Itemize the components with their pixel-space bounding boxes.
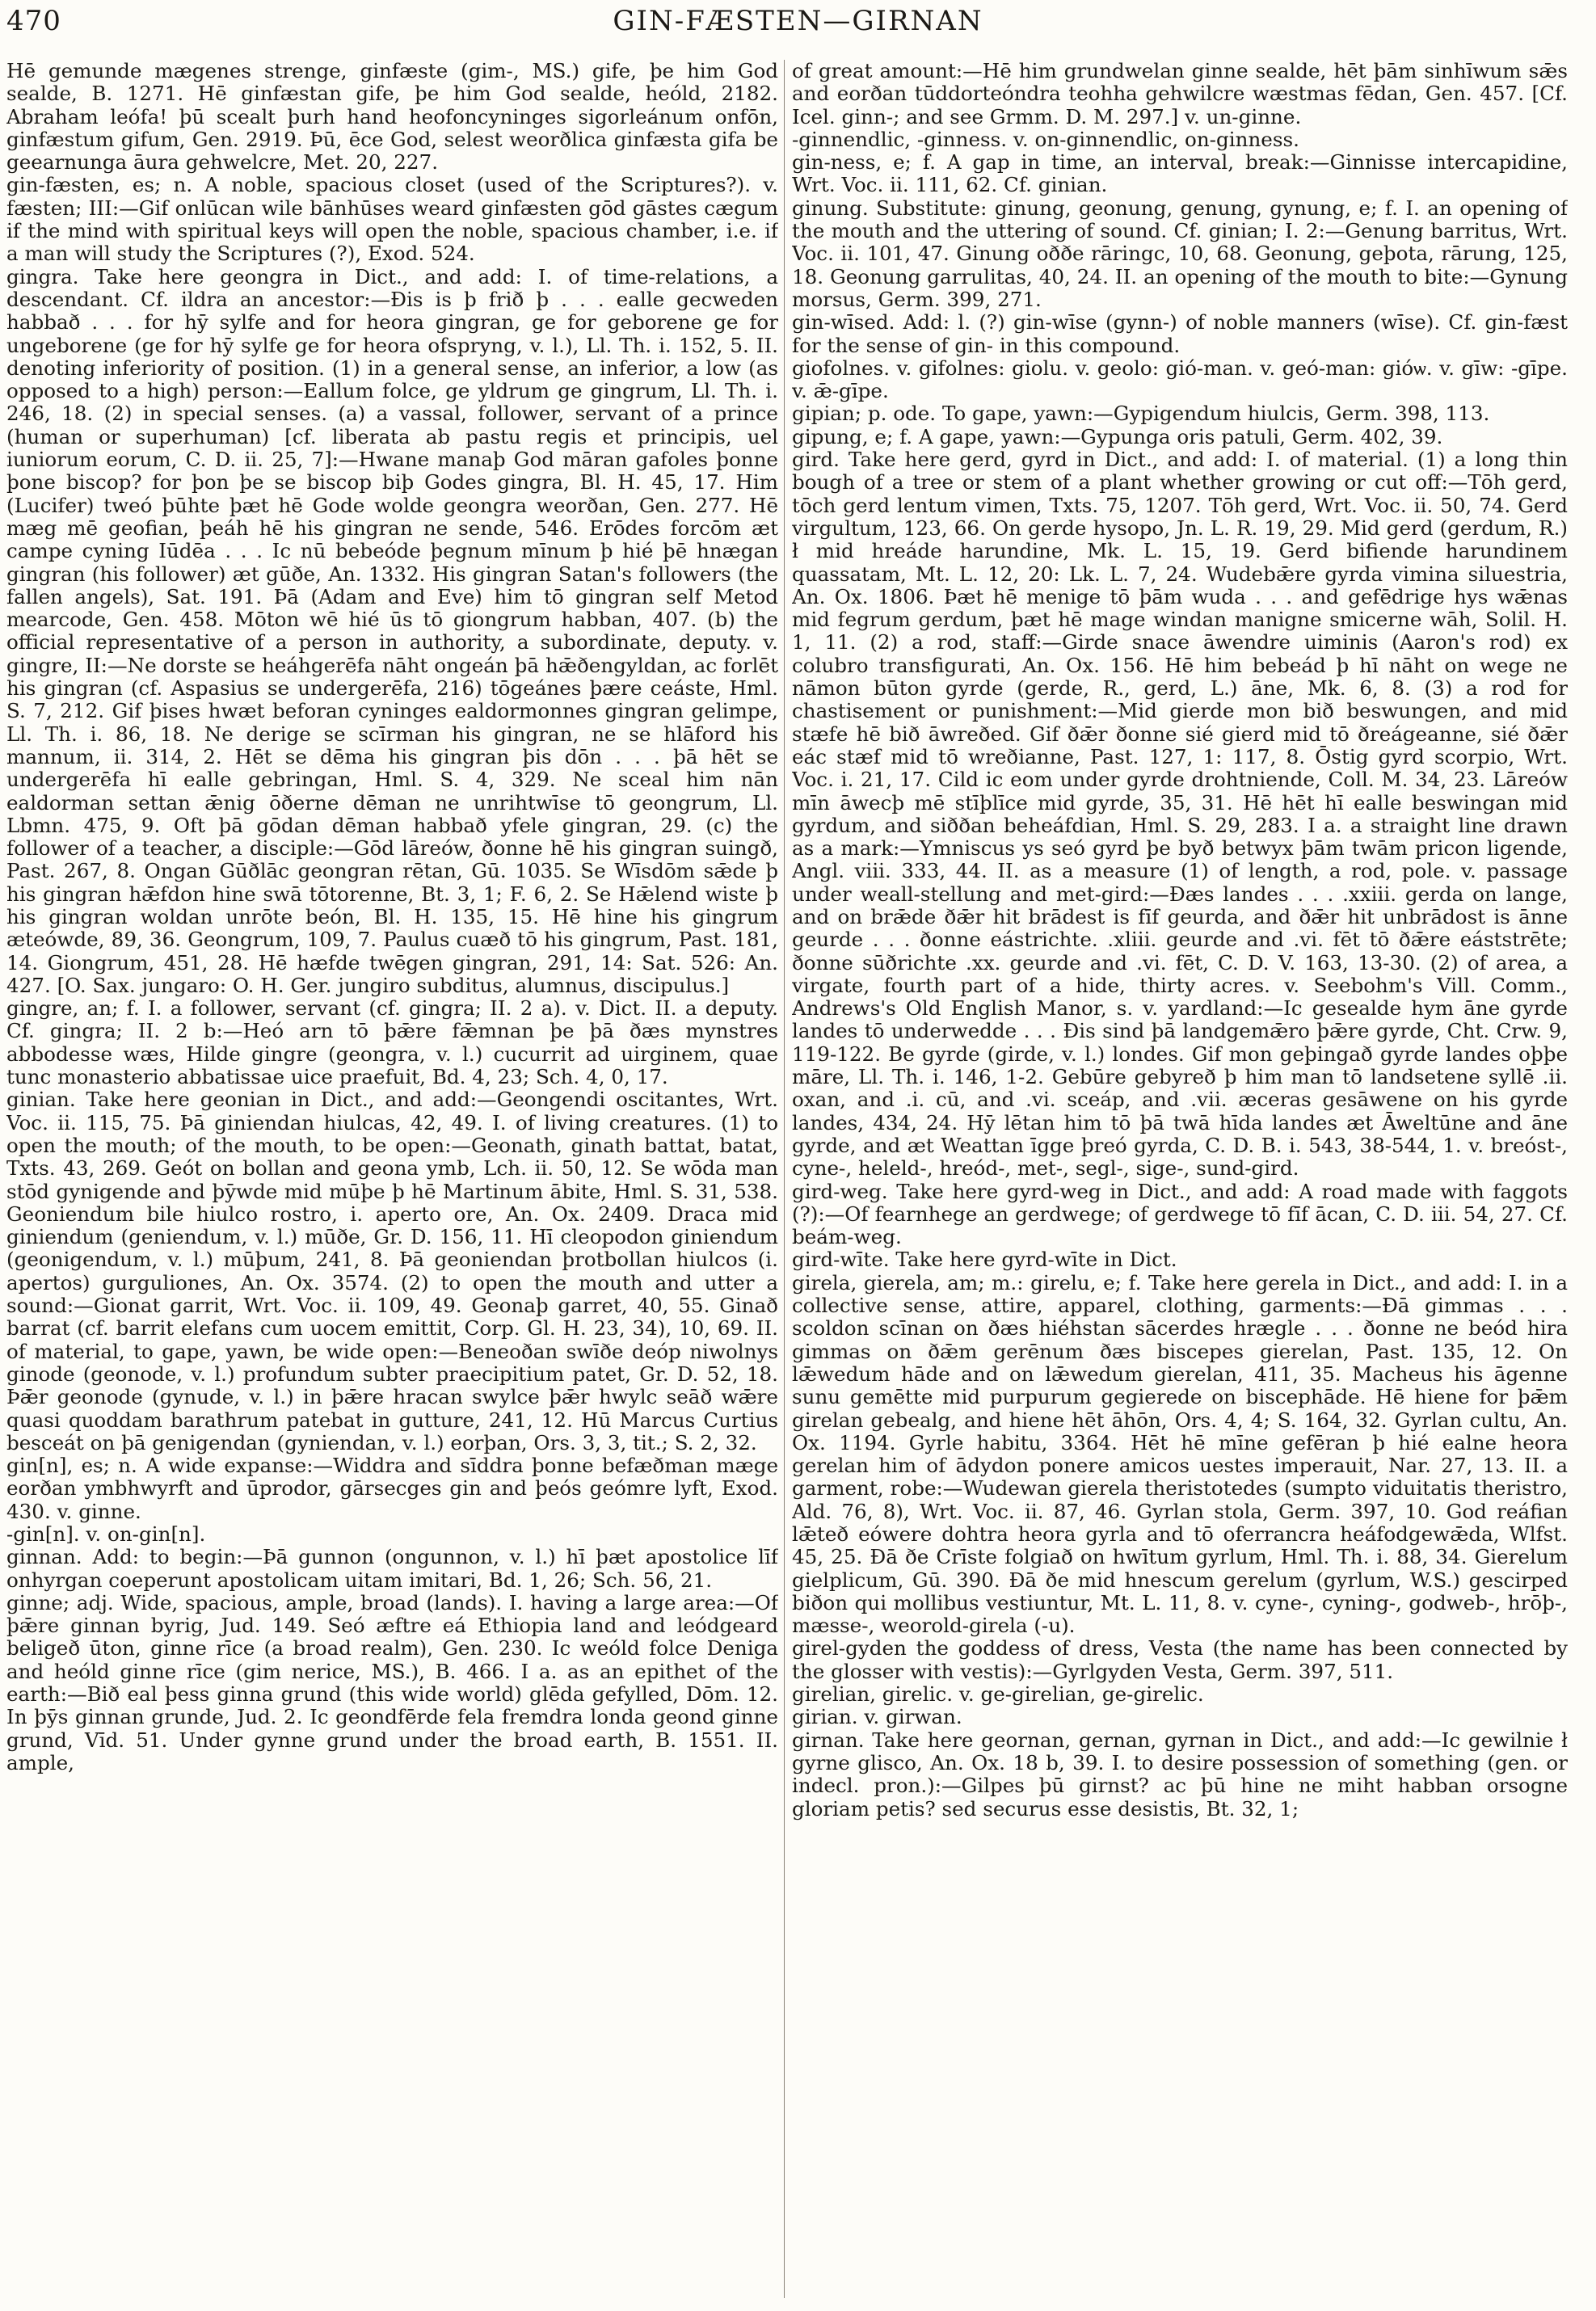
entry-gin-ness: gin-ness, e; f. A gap in time, an interval, break:—Ginnisse intercapidine, Wrt. Voc. ii. 111, 62. Cf. ginian. bbox=[792, 150, 1568, 197]
entry-gird-weg: gird-weg. Take here gyrd-weg in Dict., and add: A road made with faggots (?):—Of fearnhege an gerdwege; of gerdwege tō fīf ācan, C. D. iii. 54, 27. Cf. beám-weg. bbox=[792, 1179, 1568, 1249]
entry-girel-gyden: girel-gyden the goddess of dress, Vesta (the name has been connected by the glosser with vestis):—Gyrlgyden Vesta, Germ. 397, 511. bbox=[792, 1636, 1568, 1683]
entry-giofolnes: giofolnes. v. gifolnes: giolu. v. geolo: gió-man. v. geó-man: gióѡ. v. gīw: -gīpe. v. ǣ-gīpe. bbox=[792, 356, 1568, 403]
entry-gin-n-suffix: -gin[n]. v. on-gin[n]. bbox=[6, 1522, 206, 1546]
entry-gin-faesten: gin-fæsten, es; n. A noble, spacious closet (used of the Scriptures?). v. fæsten; III:—Gif onlūcan wile bānhūses weard ginfæsten gōd gāstes cægum if the mind with spiritual keys will open the noble, spacious chamber, i.e. if a man will study the Scriptures (?), Exod. 524. bbox=[6, 173, 778, 266]
entry-ginne-continued: of great amount:—Hē him grundwelan ginne sealde, hēt þām sinhīwum sǣs and eorðan tūddorteóndra teohha gehwilcre wæstmas fēdan, Gen. 457. [Cf. Icel. ginn-; and see Grmm. D. M. 297.] v. un-ginne. bbox=[792, 60, 1568, 128]
entry-gipung: gipung, e; f. A gape, yawn:—Gypunga oris patuli, Germ. 402, 39. bbox=[792, 424, 1443, 448]
entry-girelian: girelian, girelic. v. ge-girelian, ge-girelic. bbox=[792, 1682, 1204, 1707]
right-column bbox=[792, 60, 1568, 2298]
entry-gin-n: gin[n], es; n. A wide expanse:—Widdra and sīddra þonne befæðman mæge eorðan ymbhwyrft and ūprodor, gārsecges gin and þeós geómre lyft, Exod. 430. v. ginne. bbox=[6, 1454, 778, 1523]
entry-gingra: gingra. Take here geongra in Dict., and add: I. of time-relations, a descendant. Cf. ildra an ancestor:—Ðis is þ frið þ . . . ealle gecweden habbað . . . for hȳ sylfe and for heora gingran, ge for geborene ge for ungeborene (ge for hȳ sylfe ge for heora ofspryng, v. l.), Ll. Th. i. 152, 5. II. denoting inferiority of position. (1) in a general sense, an inferior, a low (as opposed to a high) person:—Eallum folce, ge yldrum ge gingrum, Ll. Th. i. 246, 18. (2) in special senses. (a) a vassal, follower, servant of a prince (human or superhuman) [cf. liberata ab pastu regis et principis, uel iuniorum eorum, C. D. ii. 25, 7]:—Hwane manaþ God māran gafoles þonne þone biscop? for þon þe se biscop biþ Godes gingra, Bl. H. 45, 17. Him (Lucifer) tweó þūhte þæt hē Gode wolde geongra weorðan, Gen. 277. Hē mæg mē geofian, þeáh hē his gingran ne sende, 546. Erōdes forcōm æt campe cyning Iūdēa . . . Ic nū bebeóde þegnum mīnum þ hié þē hnægan gingran (his follower) æt gūðe, An. 1332. His gingran Satan's followers (the fallen angels), Sat. 191. Þā (Adam and Eve) him tō gingran self Metod mearcode, Gen. 458. Mōton wē hié ūs tō giongrum habban, 407. (b) the official representative of a person in authority, a subordinate, deputy. v. gingre, II:—Ne dorste se heáhgerēfa nāht ongeán þā hǣðengyldan, ac forlēt his gingran (cf. Aspasius se undergerēfa, 216) tōgeánes þære ceáste, Hml. S. 7, 212. Gif þises hwæt beforan cyninges ealdormonnes gingran gelimpe, Ll. Th. i. 86, 18. Ne derige se scīrman his gingran, ne se hlāford his mannum, ii. 314, 2. Hēt se dēma his gingran þis dōn . . . þā hēt se undergerēfa hī ealle gebringan, Hml. S. 4, 329. Ne sceal him nān ealdorman settan ǣnig ōðerne dēman ne unrihtwīse tō geongrum, Ll. Lbmn. 475, 9. Oft þā gōdan dēman habbað yfele gingran, 29. (c) the follower of a teacher, a disciple:—Gōd lāreów, ðonne hē his gingran suingð, Past. 267, 8. Ongan Gūðlāc geongran rētan, Gū. 1035. Se Wīsdōm sǣde þ his gingran hǣfdon hine swā tōtorenne, Bt. 3, 1; F. 6, 2. Se Hǣlend wiste þ his gingran woldan unrōte beón, Bl. H. 135, 15. Hē hine his gingrum ætеówde, 89, 36. Geongrum, 109, 7. Paulus cuæð tō his gingrum, Past. 181, 14. Giongrum, 451, 28. Hē hæfde twēgen gingran, 291, 14: Sat. 526: An. 427. [O. Sax. jungaro: O. H. Ger. jungiro subditus, alumnus, discipulus.] bbox=[6, 264, 778, 997]
entry-gipian: gipian; p. ode. To gape, yawn:—Gypigendum hiulcis, Germ. 398, 113. bbox=[792, 402, 1490, 426]
running-head: GIN-FÆSTEN—GIRNAN bbox=[613, 5, 983, 37]
entry-gird: gird. Take here gerd, gyrd in Dict., and add: I. of material. (1) a long thin bough of a tree or stem of a plant whether growing or cut off:—Tōh gerd, tōch gerd lentum vimen, Txts. 75, 1207. Tōh gerd, Wrt. Voc. ii. 50, 74. Gerd virgultum, 123, 66. On gerde hysopo, Jn. L. R. 19, 29. Mid gerd (gerdum, R.) ł mid hreáde harundine, Mk. L. 15, 19. Gerd bifiende harundinem quassatam, Mt. L. 12, 20: Lk. L. 7, 24. Wudebǣre gyrda vimina siluestria, An. Ox. 1806. Þæt hē menige tō þām wuda . . . and gefēdrige hys wǣnas mid fegrum gerdum, þæt hē mage windan manigne smicerne wāh, Solil. H. 1, 11. (2) a rod, staff:—Girde snace āwendre uiminis (Aaron's rod) ex colubro transfigurati, An. Ox. 156. Hē him bebeád þ hī nāht on wege ne nāmon būton gyrde (gerde, R., gerd, L.) āne, Mk. 6, 8. (3) a rod for chastisement or punishment:—Mid gierde mon bið beswungen, and mid stæfe hē bið āwreðed. Gif ðǣr ðonne sié gierd mid tō ðreágeanne, sié ðǣr eác stæf mid tō wreðianne, Past. 127, 1: 117, 8. Ōstig gyrd scorpio, Wrt. Voc. i. 21, 17. Cild ic eom under gyrde drohtniende, Coll. M. 34, 23. Lāreów mīn āwecþ mē stīþlīce mid gyrde, 35, 31. Hē hēt hī ealle beswingan mid gyrdum, and siððan beheáfdian, Hml. S. 29, 283. I a. a straight line drawn as a mark:—Ymniscus ys seó gyrd þe byð betwyx þām twām pricon ligende, Angl. viii. 333, 44. II. as a measure (1) of length, a rod, pole. v. passage under weall-stellung and met-gird:—Ðæs landes . . . .xxiii. gerda on lange, and on brǣde ðǣr hit brādest is fīf geurda, and ðǣr hit unbrādost is ānne geurde . . . ðonne eástrichte. .xliii. geurde and .vi. fēt tō ðǣre eáststrēte; ðonne sūðrichte .xx. geurde and .vi. fēt, C. D. V. 163, 13-30. (2) of area, a virgate, fourth part of a hide, thirty acres. v. Seebohm's Vill. Comm., Andrews's Old English Manor, s. v. yardland:—Ic gesealde hym āne gyrde landes tō underwedde . . . Ðis sind þā landgemǣro þǣre gyrde, Cht. Crw. 9, 119-122. Be gyrde (girde, v. l.) londes. Gif mon geþingað gyrde landes oþþe māre, Ll. Th. i. 146, 1-2. Gebūre gebyreð þ him man tō landsetene syllē .ii. oxan, and .i. cū, and .vi. sceáp, and .vii. æceras gesāwene on his gyrde landes, 434, 24. Hȳ lētan him tō þā twā hīda landes æt Āweltūne and āne gyrde, and æt Weattan īgge þreó gyrda, C. D. B. i. 543, 38-544, 1. v. breóst-, cyne-, heleld-, hreód-, met-, segl-, sige-, sund-gird. bbox=[792, 448, 1568, 1181]
entry-girnan: girnan. Take here geornan, gernan, gyrnan in Dict., and add:—Ic gewilnie ł gyrne glisco, An. Ox. 18 b, 39. I. to desire possession of something (gen. or indecl. pron.):—Gilpes þū girnst? ac þū hine ne miht habban orsogne gloriam petis? sed securus esse desistis, Bt. 32, 1; bbox=[792, 1728, 1568, 1821]
entry-ginnendlic: -ginnendlic, -ginness. v. on-ginnendlic, on-ginness. bbox=[792, 127, 1299, 151]
entry-ginian: ginian. Take here geonian in Dict., and add:—Geongendi oscitantes, Wrt. Voc. ii. 115, 75. Þā giniendan hiulcas, 42, 49. I. of living creatures. (1) to open the mouth; of the mouth, to be open:—Geonath, ginath battat, batat, Txts. 43, 269. Geót on bollan and geona ymb, Lch. ii. 50, 12. Se wōda man stōd gynigende and þȳwde mid mūþe þ hē Martinum ābite, Hml. S. 31, 538. Geoniendum bile hiulco rostro, i. aperto ore, An. Ox. 2409. Draca mid giniendum (geniendum, v. l.) mūðe, Gr. D. 156, 11. Hī cleopodon giniendum (geonigendum, v. l.) mūþum, 241, 8. Þā geoniendan þrotbollan hiulcos (i. apertos) gurguliones, An. Ox. 3574. (2) to open the mouth and utter a sound:—Gionat garrit, Wrt. Voc. ii. 109, 49. Geonaþ garret, 40, 55. Ginað barrat (cf. barrit elefans cum uocem emittit, Corp. Gl. H. 23, 34), 10, 69. II. of material, to gape, yawn, be wide open:—Beneoðan swīðe deóp niwolnys ginode (geonode, v. l.) profundum subter praecipitium patet, Gr. D. 52, 18. Þǣr geonode (gynude, v. l.) in þǣre hracan swylce þǣr hwylc seāð wǣre quasi quoddam barathrum patebat in gutture, 241, 12. Hū Marcus Curtius besceát on þā genigendan (gyniendan, v. l.) eorþan, Ors. 3, 3, tit.; S. 2, 32. bbox=[6, 1088, 778, 1454]
entry-ginnan: ginnan. Add: to begin:—Þā gunnon (ongunnon, v. l.) hī þæt apostolice līf onhyrgan coeperunt apostolicam uitam imitari, Bd. 1, 26; Sch. 56, 21. bbox=[6, 1545, 778, 1592]
entry-gingre: gingre, an; f. I. a follower, servant (cf. gingra; II. 2 a). v. Dict. II. a deputy. Cf. gingra; II. 2 b:—Heó arn tō þǣre fǣmnan þe þā ðæs mynstres abbodesse wæs, Hilde gingre (geongra, v. l.) cucurrit ad uirginem, quae tunc monasterio abbatissae uice praefuit, Bd. 4, 23; Sch. 4, 0, 17. bbox=[6, 996, 778, 1089]
entry-girela: girela, gierela, am; m.: girelu, e; f. Take here gerela in Dict., and add: I. in a collective sense, attire, apparel, clothing, garments:—Ðā gimmas . . . scoldon scīnan on ðæs hiéhstan sācerdes hrægle . . . ðonne ne beód hira gimmas on ðǣm gerēnum ðæs biscepes gierelan, Past. 135, 12. On lǣwedum hāde and on lǣwedum gierelan, 411, 35. Macheus his āgenne sunu gemētte mid purpurum gegierede on biscephāde. Hē hiene for þǣm girelan gebealg, and hiene hēt āhōn, Ors. 4, 4; S. 164, 32. Gyrlan cultu, An. Ox. 1194. Gyrle habitu, 3364. Hēt hē mīne gefēran þ hié ealne heora gerelan him of ādydon ponere amicos uestes imperauit, Nar. 27, 13. II. a garment, robe:—Wudewan gierela theristotedes (sumpto viduitatis theristro, Ald. 76, 8), Wrt. Voc. ii. 87, 46. Gyrlan stola, Germ. 397, 10. God reáfian lǣteð eówere dohtra heora gyrla and tō oferrancra heáfodgewǣda, Wlfst. 45, 25. Ðā ðe Crīste folgiað on hwītum gyrlum, Hml. Th. i. 88, 34. Gierelum gielplicum, Gū. 390. Ðā ðe mid hnescum gerelum (gyrlum, W.S.) gescirped biðon qui mollibus vestiuntur, Mt. L. 11, 8. v. cyne-, cyning-, godweb-, hrōþ-, mæsse-, weorold-girela (-u). bbox=[792, 1270, 1568, 1638]
entry-ginne: ginne; adj. Wide, spacious, ample, broad (lands). I. having a large area:—Of þǣre ginnan byrig, Jud. 149. Seó æftre eá Ethiopia land and leódgeard beligeð ūton, ginne rīce (a broad realm), Gen. 230. Ic weóld folce Deniga and heóld ginne rīce (gim nerice, MS.), B. 466. I a. as an epithet of the earth:—Bið eal þess ginna grund (this wide world) glēda gefylled, Dōm. 12. In þȳs ginnan grunde, Jud. 2. Ic geondfērde fela fremdra londa geond ginne grund, Vīd. 51. Under gynne grund under the broad earth, B. 1551. II. ample, bbox=[6, 1590, 778, 1774]
left-column bbox=[6, 60, 778, 2298]
column-divider bbox=[784, 60, 785, 2298]
entry-ginfaeste-citations: Hē gemunde mægenes strenge, ginfæste (gim-, MS.) gife, þe him God sealde, B. 1271. Hē ginfæstan gife, þe him God sealde, heóld, 2182. Abraham leófa! þū scealt þurh hand heofoncyninges sigorleánum onfōn, ginfæstum gifum, Gen. 2919. Þū, ēce God, selest weorðlica ginfæsta gifa be geearnunga āura gehwelcre, Met. 20, 227. bbox=[6, 60, 778, 175]
entry-gird-wite: gird-wīte. Take here gyrd-wīte in Dict. bbox=[792, 1248, 1177, 1272]
entry-girian: girian. v. girwan. bbox=[792, 1705, 962, 1729]
page-number: 470 bbox=[6, 5, 61, 37]
entry-gin-wised: gin-wīsed. Add: l. (?) gin-wīse (gynn-) of noble manners (wīse). Cf. gin-fæst for the sense of gin- in this compound. bbox=[792, 310, 1568, 357]
entry-ginung: ginung. Substitute: ginung, geonung, genung, gynung, e; f. I. an opening of the mouth and the uttering of sound. Cf. ginian; I. 2:—Genung barritus, Wrt. Voc. ii. 101, 47. Ginung oððe rāringc, 10, 68. Geonung, geþota, rārung, 125, 18. Geonung garrulitas, 40, 24. II. an opening of the mouth to bite:—Gynung morsus, Germ. 399, 271. bbox=[792, 196, 1568, 311]
page-header bbox=[0, 0, 1596, 50]
